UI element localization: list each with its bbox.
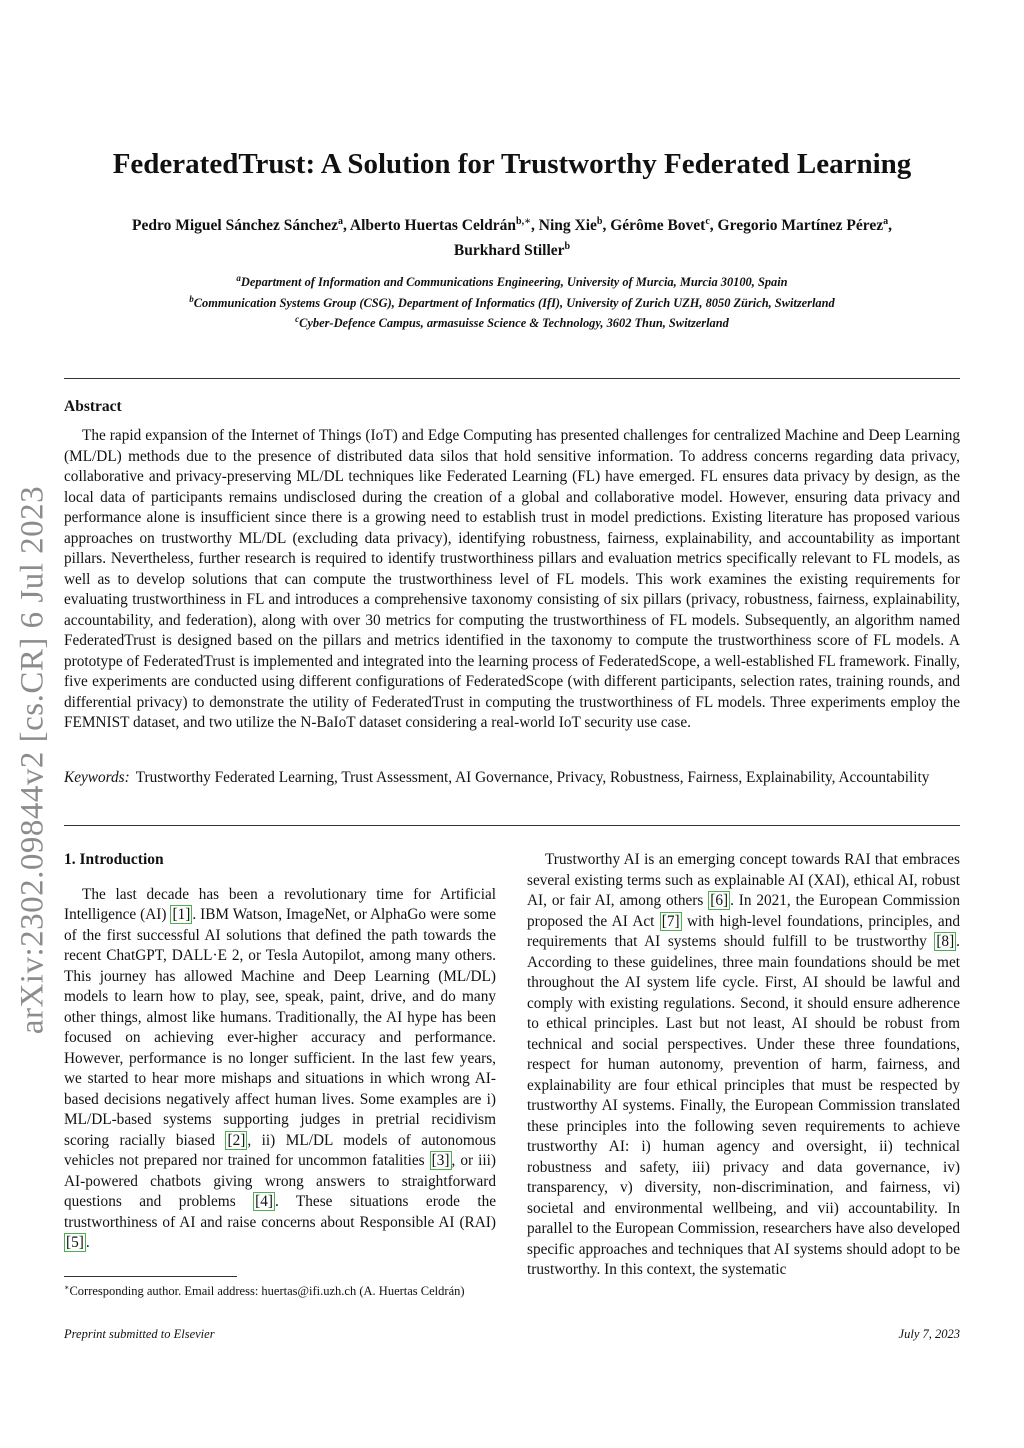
author-affiliation-mark: b,∗ — [516, 216, 532, 227]
abstract-heading: Abstract — [64, 398, 122, 415]
citation-link[interactable]: [4] — [255, 1193, 273, 1210]
author-affiliation-mark: c — [705, 216, 710, 227]
body-text: with high-level foundations, principles, and requirements that AI systems should fulfill to be trustworthy — [527, 912, 960, 950]
affiliation-text: Communication Systems Group (CSG), Department of Informatics (IfI), University of Zurich UZH, 8050 Zürich, Switzerland — [193, 295, 835, 310]
affiliation-text: Cyber-Defence Campus, armasuisse Science & Technology, 3602 Thun, Switzerland — [299, 316, 729, 331]
footnote-text: Corresponding author. Email address: huertas@ifi.uzh.ch (A. Huertas Celdrán) — [69, 1284, 465, 1299]
author-separator: , — [342, 217, 350, 235]
body-text: . According to these guidelines, three main foundations should be met throughout the AI system life cycle. First, AI should be lawful and comply with existing regulations. Second, it should ensure adherence to ethical principles. Last but not least, AI should be robust from technical and social perspectives. Under these three foundations, respect for human autonomy, prevention of harm, fairness, and explainability are four ethical principles that must be respected by trustworthy AI systems. Finally, the European Commission translated these principles into the following seven requirements to achieve trustworthy AI: i) human agency and oversight, ii) technical robustness and safety, iii) privacy and data governance, iv) transparency, v) diversity, non-discrimination, and fairness, vi) societal and environmental wellbeing, and vii) accountability. In parallel to the European Commission, researchers have also developed specific approaches and techniques that AI systems should adopt to be trustworthy. In this context, the systematic — [527, 933, 960, 1278]
affiliation-mark: b — [189, 293, 194, 304]
affiliation-mark: c — [295, 314, 300, 325]
author-name: Alberto Huertas Celdrán — [349, 217, 517, 235]
body-text: . — [85, 1234, 90, 1251]
affiliation — [64, 270, 960, 291]
author-affiliation-mark: b — [596, 216, 603, 227]
paper-title: FederatedTrust: A Solution for Trustworthy Federated Learning — [112, 148, 912, 180]
footnote-divider — [64, 1276, 237, 1277]
affiliation-mark: a — [236, 273, 241, 283]
keywords-label: Keywords: — [64, 769, 130, 786]
footer-date: July 7, 2023 — [898, 1327, 960, 1341]
author-affiliation-mark: a — [337, 216, 343, 227]
body-text: , or iii) AI-powered chatbots giving wrong answers to straightforward questions and problems — [64, 1152, 497, 1210]
body-text: , ii) ML/DL models of autonomous vehicles not prepared nor trained for uncommon fatalities — [64, 1131, 496, 1169]
body-text: . In 2021, the European Commission proposed the AI Act — [527, 892, 960, 930]
author-name: Gérôme Bovet — [610, 217, 706, 235]
citation-link[interactable]: [5] — [66, 1234, 84, 1251]
affiliation — [64, 291, 960, 312]
footnote-mark: ∗ — [64, 1283, 70, 1292]
keywords — [64, 768, 960, 789]
author-separator: , — [888, 217, 892, 235]
author-name: Gregorio Martínez Pérez — [717, 217, 884, 235]
section-heading: 1. Introduction — [64, 851, 164, 868]
citation-link[interactable]: [8] — [936, 933, 955, 950]
intro-paragraph-right — [527, 850, 960, 1281]
keywords-text: Trustworthy Federated Learning, Trust Assessment, AI Governance, Privacy, Robustness, Fairness, Explainability, Accountability — [135, 769, 930, 786]
citation-link[interactable]: [7] — [661, 912, 680, 930]
top-divider — [64, 378, 960, 379]
author-affiliation-mark: a — [883, 216, 889, 227]
body-text: The last decade has been a revolutionary time for Artificial Intelligence (AI) — [64, 885, 496, 923]
left-column — [64, 850, 496, 1254]
citation-link[interactable]: [2] — [227, 1131, 246, 1149]
affiliation-text: Department of Information and Communications Engineering, University of Murcia, Murcia 30100, Spain — [240, 275, 788, 290]
abstract-divider — [64, 825, 960, 826]
body-text: . IBM Watson, ImageNet, or AlphaGo were some of the first successful AI solutions that defined the path towards the recent ChatGPT, DALL·E 2, or Tesla Autopilot, among many others. This journey has allowed Machine and Deep Learning (ML/DL) models to learn how to play, see, speak, paint, drive, and do many other things, almost like humans. Traditionally, the AI hype has been focused on achieving ever-higher accuracy and performance. However, performance is no longer sufficient. In the last few years, we started to hear more mishaps and situations in which wrong AI-based decisions negatively affect human lives. Some examples are i) ML/DL-based systems supporting judges in pretrial recidivism scoring racially biased — [64, 906, 496, 1149]
author-affiliation-mark: b — [564, 241, 571, 253]
citation-link[interactable]: [3] — [431, 1152, 450, 1169]
affiliation — [64, 311, 960, 332]
affiliation-list — [64, 270, 960, 332]
citation-link[interactable]: [6] — [710, 892, 729, 909]
intro-paragraph-left — [64, 885, 496, 1254]
arxiv-identifier: arXiv:2302.09844v2 [cs.CR] 6 Jul 2023 — [14, 485, 51, 1035]
author-name: Burkhard Stiller — [453, 242, 565, 260]
author-name: Ning Xie — [538, 217, 597, 235]
footer-journal: Preprint submitted to Elsevier — [64, 1327, 215, 1341]
citation-link[interactable]: [1] — [172, 906, 191, 923]
body-text: . These situations erode the trustworthiness of AI and raise concerns about Responsible AI (RAI) — [64, 1193, 497, 1231]
abstract-text: The rapid expansion of the Internet of Things (IoT) and Edge Computing has presented challenges for centralized Machine and Deep Learning (ML/DL) methods due to the presence of distributed data silos that hold sensitive information. To address concerns regarding data privacy, collaborative and privacy-preserving ML/DL techniques like Federated Learning (FL) have emerged. FL ensures data privacy by design, as the local data of participants remains undisclosed during the creation of a global and collaborative model. However, ensuring data privacy and performance alone is insufficient since there is a growing need to establish trust in model predictions. Existing literature has proposed various approaches on trustworthy ML/DL (excluding data privacy), identifying robustness, fairness, explainability, and accountability as important pillars. Nevertheless, further research is required to identify trustworthiness pillars and evaluation metrics specifically relevant to FL models, as well as to develop solutions that can compute the trustworthiness level of FL models. This work examines the existing requirements for evaluating trustworthiness in FL and introduces a comprehensive taxonomy consisting of six pillars (privacy, robustness, fairness, explainability, accountability, and federation), along with over 30 metrics for computing the trustworthiness of FL models. Subsequently, an algorithm named FederatedTrust is designed based on the pillars and metrics identified in the taxonomy to compute the trustworthiness score of FL models. A prototype of FederatedTrust is implemented and integrated into the learning process of FederatedScope, a well-established FL framework. Finally, five experiments are conducted using different configurations of FederatedScope (with different participants, selection rates, training rounds, and differential privacy) to demonstrate the utility of FederatedTrust in computing the trustworthiness of FL models. Three experiments employ the FEMNIST dataset, and two utilize the N-BaIoT dataset considering a real-world IoT security use case. — [64, 427, 960, 731]
author-separator: , — [602, 217, 611, 235]
author-separator: , — [709, 217, 718, 235]
body-text: Trustworthy AI is an emerging concept towards RAI that embraces several existing terms such as explainable AI (XAI), ethical AI, robust AI, or fair AI, among others — [527, 851, 960, 909]
author-list — [80, 211, 944, 261]
author-name: Pedro Miguel Sánchez Sánchez — [132, 217, 338, 235]
right-column — [527, 850, 960, 1281]
author-separator: , — [531, 217, 539, 235]
footnote — [64, 1280, 496, 1300]
